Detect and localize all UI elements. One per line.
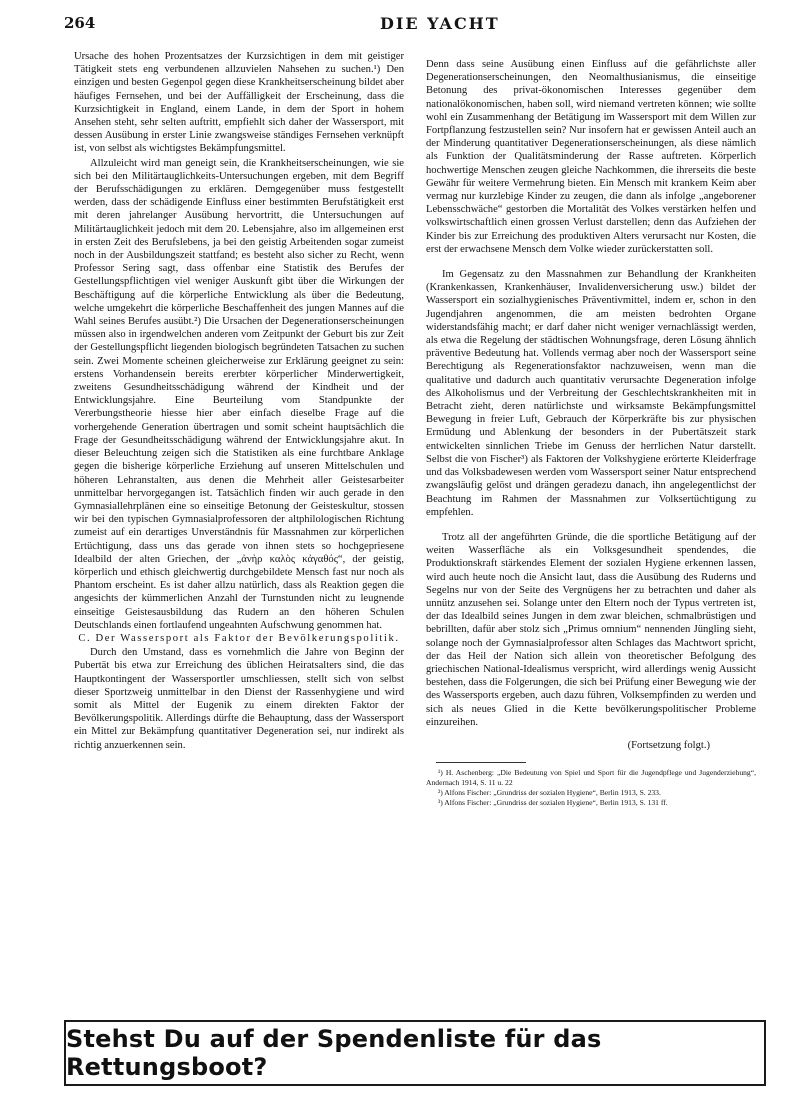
paragraph: Denn dass seine Ausübung einen Einfluss auf die gefährlichste aller Degenerationserscheinungen, den Neomalthusianismus, die einseitige Betonung des privat-ökonomischen Interesses gegenüber dem nationalökonomischen, haben soll, wird niemand vertreten können; wie sollte wohl ein Zusammenhang der Betätigung im Wassersport mit dem Willen zur Fortpflanzung festzustellen sein? Nur insofern hat er gewissen Anteil auch an der Minderung quantitativer Degenerationserscheinungen, als diese nämlich als Funktion der Qualitätsminderung der Rasse auftreten. Körperlich hochwertige Menschen zeugen gleiche Nachkommen, die ihrerseits die beste Gewähr für weitere Vermehrung bieten. Ein Mensch mit krankem Keim aber vermag nur kurzlebige Kinder zu zeugen, die dann als infolge „angeborener Lebensschwäche“ gestorben die Mortalität des Volkes verstärken helfen und volkswirtschaftlich einen grossen Verlust darstellen; denn das Aufziehen der Kinder bis zur Erreichung des produktiven Alters verursacht nur Kosten, die erst der erwachsene Mensch dem Volke wieder zurückerstatten soll.	[426, 59, 756, 255]
paragraph: Durch den Umstand, dass es vornehmlich die Jahre von Beginn der Pubertät bis etwa zur Erreichung des üblichen Heiratsalters sind, die das Hauptkontingent der Wassersportler umschliessen, stellt sich von selbst dieser Sportzweig unmittelbar in den Dienst der Rassenhygiene und wird somit als Mittel der Eugenik zu einem direkten Faktor der Bevölkerungspolitik. Allerdings dürfte die Behauptung, dass der Wassersport ein Mittel zur Bekämpfung quantitativer Degeneration sei, nur indirekt als richtig anzuerkennen sein.	[74, 647, 404, 751]
paragraph: Trotz all der angeführten Gründe, die die sportliche Betätigung auf der weiten Wasserfläche als ein Volksgesundheit spendendes, die Produktionskraft stärkendes Element der sozialen Hygiene erkennen lassen, wird auch heute noch die Ansicht laut, dass die Ausübung des Ruderns und Segelns nur von der Seite des Vergnügens her zu betrachten und daher als unnütz anzusehen sei. Solange unter den Eltern noch der Typus vertreten ist, der das Idealbild seines Jungen in dem zwar bleichen, schmalbrüstigen und bebrillten, dafür aber stolz sich „Primus omnium“ nennenden Jüngling sieht, solange noch der Gymnasialprofessor alten Schlages das Machtwort spricht, der das Heil der Nation sich allein von theoretischer Befolgung des griechischen National-Idealismus verspricht, wird allerdings wenig Aussicht bestehen, dass die Folgerungen, die sich bei Prüfung einer Bewegung wie der des Wassersports ergeben, auch dazu führen, Volksempfinden zu werden und sich als neues Glied in die Kette bevölkerungspolitischer Probleme einzureihen.	[426, 531, 756, 728]
left-column	[74, 50, 404, 1050]
footnote: ²) Alfons Fischer: „Grundriss der sozialen Hygiene“, Berlin 1913, S. 233.	[438, 788, 661, 798]
footnote-divider	[436, 762, 526, 763]
right-column	[426, 58, 756, 808]
running-head: DIE YACHT	[380, 14, 500, 33]
paragraph: Allzuleicht wird man geneigt sein, die Krankheitserscheinungen, wie sie sich bei den Militärtauglichkeits-Untersuchungen ergeben, mit dem Begriff der Berufsschädigungen zu erklären. Demgegenüber muss festgestellt werden, dass der schädigende Einfluss einer bestimmten Berufstätigkeit erst mit deren jahrelanger Ausübung hervortritt, die Untersuchungen auf Militärtauglichkeit jedoch mit dem 20. Lebensjahre, also im allgemeinen erst in ersten Zeit des Berufslebens, ja bei den geistig Arbeitenden sogar zumeist noch in der Ausbildungszeit stattfand; es besteht also sicher zu Recht, wenn Professor Sering sagt, dass offenbar eine Statistik des Berufes der Gestellungspflichtigen viel weniger Auskunft gibt über die Wirkungen der Beschäftigung auf die körperliche Entwicklung als über die Bedeutung, welche umgekehrt die körperliche Beschaffenheit des jungen Mannes auf die Wahl seines Berufes ausübt.²) Die Ursachen der Degenerationserscheinungen müssen also in irgendwelchen anderen vom Zeitpunkt der Geburt bis zur Zeit der Gestellungspflicht liegenden biologisch begründeten Tatsachen zu suchen sein. Zwei Momente scheinen gleicherweise zur Erklärung geeignet zu sein: erstens Vorhandensein bereits ererbter körperlicher Minderwertigkeit, zweitens Gesundheitsschädigung während der Kindheit und der Entwicklungsjahre. Eine Beurteilung vom Standpunkte der Vererbungstheorie hiesse hier aber einfach dieselbe Frage auf die vorhergehende Generation übertragen und somit scheint hauptsächlich die Frage der Gesundheitsschädigung während der Entwicklungsjahre akut. In dieser Beleuchtung zeigen sich die Statistiken als eine furchtbare Anklage gegen die bisherige körperliche Erziehung auf unseren Mittelschulen und höheren Lehranstalten, aus denen die Mehrheit aller Geistesarbeiter unmittelbar hervorgegangen ist. Tatsächlich finden wir auch gerade in den Gymnasiallehrplänen eine so einseitige Betonung der Geisteskultur, stossen wir bei den typischen Gymnasialprofessoren der altphilologischen Richtung zumeist auf ein derartiges Unverständnis für Massnahmen zur körperlichen Ertüchtigung, dass uns das gerade von ihnen stets so hochgepriesene Idealbild der alten Griechen, der „ἀνὴρ καλὸς κἀγαθός“, der geistig, körperlich und ethisch gleichwertig durchgebildete Mensch fast nur noch als Phantom erscheint. Es ist daher allzu natürlich, dass als Reaktion gegen die angesichts der kümmerlichen Anzahl der Turnstunden nicht zu leugnende einseitige Geistesausbildung das Rudern an den höheren Schulen Deutschlands einen fortlaufend ungeahnten Aufschwung genommen hat.	[74, 157, 404, 631]
donation-banner	[64, 1020, 766, 1086]
footnote: ³) Alfons Fischer: „Grundriss der sozialen Hygiene“, Berlin 1913, S. 131 ff.	[438, 798, 668, 808]
section-heading: C. Der Wassersport als Faktor der Bevölkerungspolitik.	[78, 632, 400, 644]
paragraph: Im Gegensatz zu den Massnahmen zur Behandlung der Krankheiten (Krankenkassen, Krankenhäuser, Invalidenversicherung usw.) bildet der Wassersport ein sozialhygienisches Präventivmittel, indem er, schon in den Jugendjahren angenommen, die am meisten bedrohten Organe widerstandsfähig macht; er darf daher nicht weniger vernachlässigt werden, als etwa die Regelung der städtischen Wohnungsfrage, deren Lösung ähnlich präventive Bedeutung hat. Vollends vermag aber noch der Wassersport seine Berechtigung als Regenerationsfaktor nachzuweisen, wenn man die qualitative und dadurch auch quantitativ verursachte Degeneration infolge des Alkoholismus und der Verbreitung der Geschlechtskrankheiten mit in Betracht zieht, deren natürlichste und wirksamste Bekämpfungsmittel Bewegung in freier Luft, Gebrauch der Körperkräfte bis zur physischen Ermüdung und Ablenkung der besonders in der Pubertätszeit stark entwickelten sinnlichen Triebe im Genuss der herrlichen Natur darstellt. Selbst die von Fischer³) als Faktoren der Volkshygiene erörterte Kleiderfrage und das Volksbadewesen werden vom Wassersport seiner Natur entsprechend zwangsläufig gelöst und drängen geradezu danach, ihn angelegentlichst der Beachtung im Rahmen der Massnahmen zur Volksertüchtigung zu empfehlen.	[426, 269, 756, 518]
paragraph: Ursache des hohen Prozentsatzes der Kurzsichtigen in dem mit geistiger Tätigkeit stets eng verbundenen allzuvielen Nahsehen zu suchen.¹) Den einzigen und besten Gegenpol gegen diese Krankheitserscheinung bildet aber häufiges Fernsehen, und bei der Auffälligkeit der Erscheinung, dass die Kurzsichtigkeit in England, einem Lande, in dem der Sport in hohem Ansehen steht, sehr selten auftritt, empfiehlt sich daher der Wassersport, mit dessen Ausübung in erster Linie zwangsweise ständiges Fernsehen verknüpft ist, von selbst als wichtigstes Bekämpfungsmittel.	[74, 51, 404, 155]
banner-text: Stehst Du auf der Spendenliste für das Rettungsboot?	[66, 1025, 602, 1081]
continuation-note: (Fortsetzung folgt.)	[627, 739, 710, 751]
footnotes	[426, 768, 756, 808]
page-number: 264	[64, 14, 96, 32]
footnote: ¹) H. Aschenberg: „Die Bedeutung von Spiel und Sport für die Jugendpflege und Jugenderziehung“, Andernach 1914, S. 11 u. 22	[426, 768, 756, 788]
